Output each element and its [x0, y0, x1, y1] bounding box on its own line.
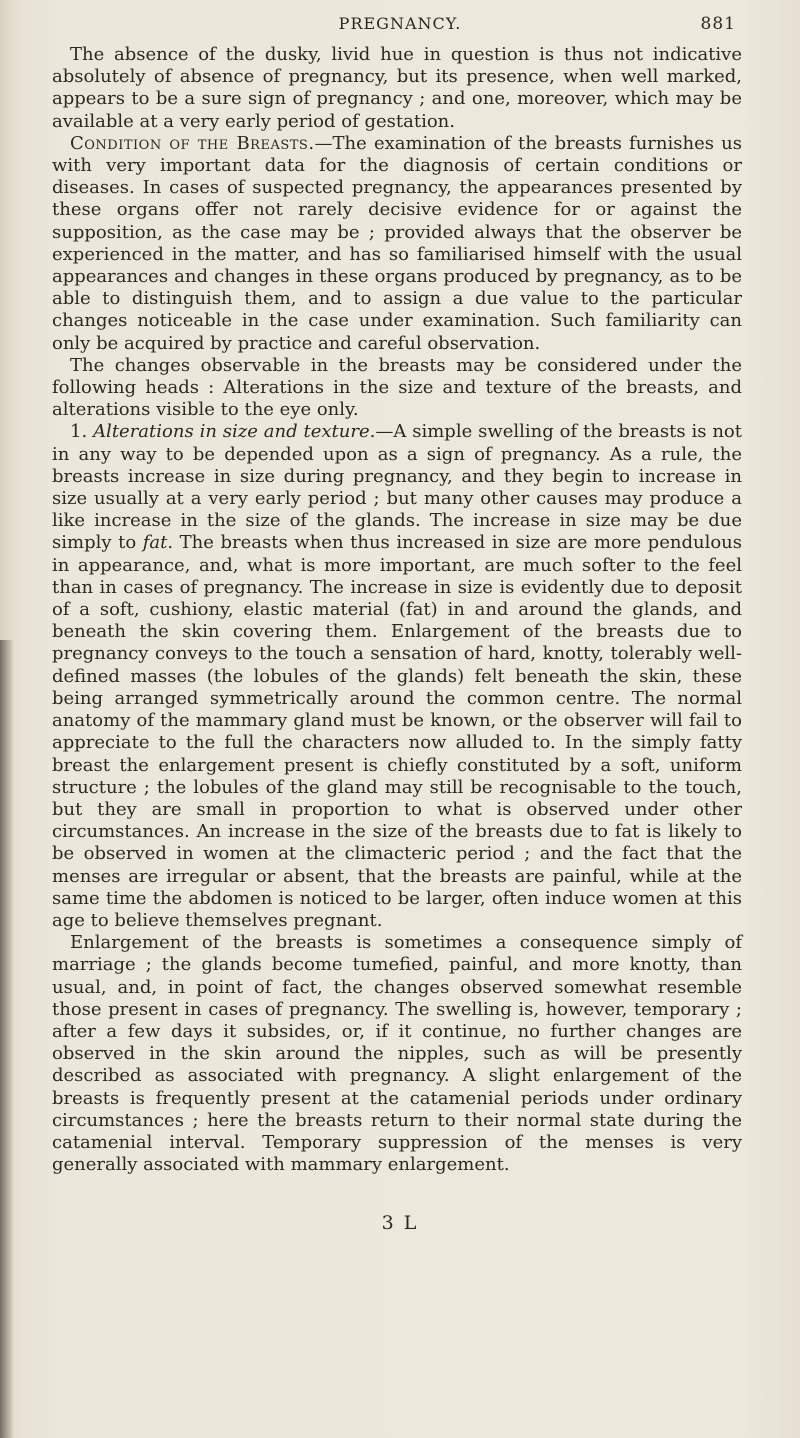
- emphasis-word: fat: [142, 532, 168, 554]
- body-text: [52, 44, 742, 1176]
- running-head: PREGNANCY.: [338, 14, 462, 33]
- paragraph: [52, 355, 742, 422]
- page-number: 881: [700, 14, 736, 34]
- subsection-heading: Alterations in size and texture.: [93, 421, 376, 443]
- paragraph-text: —A simple swelling of the breasts is not in any way to be depended upon as a sign of pregnancy. As a rule, the breasts increase in size during pregnancy, and they begin to increase in size usually at a very early period ; but many other causes may produce a like increase in the size of the glands. The increase in size may be due simply to: [52, 421, 742, 554]
- paragraph: [52, 133, 742, 355]
- list-number: 1.: [70, 421, 88, 443]
- signature-mark: 3 L: [381, 1212, 419, 1234]
- section-heading: Condition of the Breasts.: [70, 132, 315, 154]
- paragraph-text: —The examination of the breasts furnishes us with very important data for the diagnosis of certain conditions or diseases. In cases of suspected pregnancy, the appearances presented by these organs offer not rarely decisive evidence for or against the supposition, as the case may be ; provided always that the observer be experienced in the matter, and has so familiarised himself with the usual appearances and changes in these organs produced by pregnancy, as to be able to distinguish them, and to assign a due value to the particular changes noticeable in the case under examination. Such familiarity can only be acquired by practice and careful observation.: [52, 132, 742, 354]
- paragraph-text: . The breasts when thus increased in size are more pendulous in appearance, and, what is more important, are much softer to the feel than in cases of pregnancy. The increase in size is evidently due to deposit of a soft, cushiony, elastic material (fat) in and around the glands, and beneath the skin covering them. Enlargement of the breasts due to pregnancy conveys to the touch a sensation of hard, knotty, tolerably well-defined masses (the lobules of the glands) felt beneath the skin, these being arranged symmetrically around the common centre. The normal anatomy of the mammary gland must be known, or the observer will fail to appreciate to the full the characters now alluded to. In the simply fatty breast the enlargement present is chiefly constituted by a soft, uniform structure ; the lobules of the gland may still be recognisable to the touch, but they are small in proportion to what is observed under other circumstances. An increase in the size of the breasts due to fat is likely to be observed in women at the climacteric period ; and the fact that the menses are irregular or absent, that the breasts are painful, while at the same time the abdomen is noticed to be larger, often induce women at this age to believe themselves pregnant.: [52, 532, 742, 931]
- page-header: [0, 14, 800, 38]
- paragraph-text: Enlargement of the breasts is sometimes a consequence simply of marriage ; the glands become tumefied, painful, and more knotty, than usual, and, in point of fact, the changes observed somewhat resemble those present in cases of pregnancy. The swelling is, however, temporary ; after a few days it subsides, or, if it continue, no further changes are observed in the skin around the nipples, such as will be presently described as associated with pregnancy. A slight enlargement of the breasts is frequently present at the catamenial periods under ordinary circumstances ; here the breasts return to their normal state during the catamenial interval. Temporary suppression of the menses is very generally associated with mammary enlargement.: [52, 932, 742, 1176]
- paragraph-text: The absence of the dusky, livid hue in question is thus not indicative absolutely of absence of pregnancy, but its presence, when well marked, appears to be a sure sign of pregnancy ; and one, moreover, which may be available at a very early period of gestation.: [52, 44, 742, 132]
- paragraph-text: The changes observable in the breasts may be considered under the following heads : Alterations in the size and texture of the breasts, and alterations visible to the eye only.: [52, 354, 742, 421]
- paragraph: [52, 932, 742, 1176]
- binding-shadow: [0, 640, 14, 1438]
- paragraph: [52, 421, 742, 932]
- paragraph: [52, 44, 742, 133]
